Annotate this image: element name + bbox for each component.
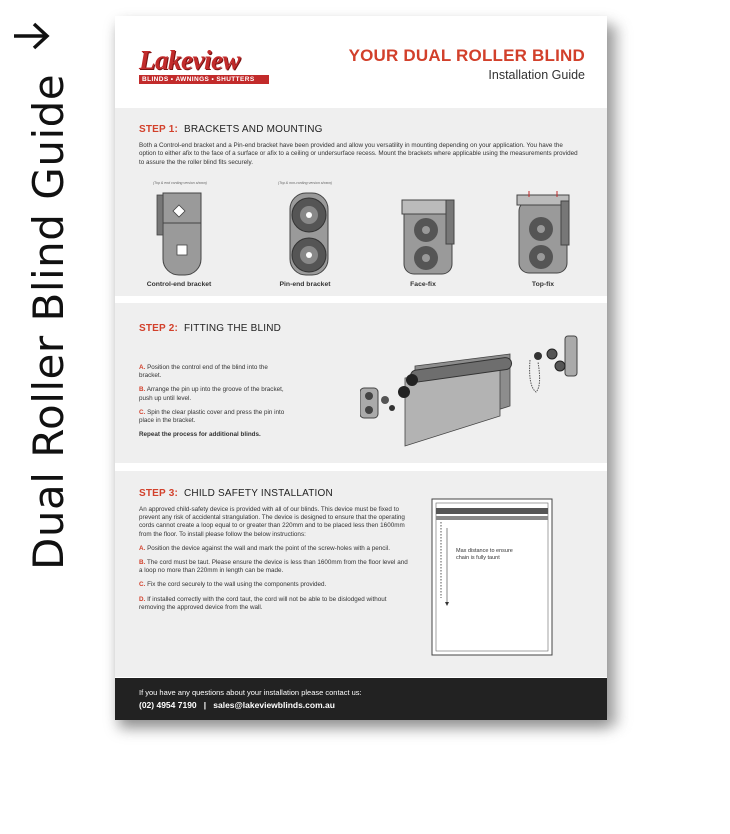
instruction-text: Position the control end of the blind into the bracket.	[139, 364, 268, 380]
control-end-bracket-illustration	[155, 189, 210, 279]
step3-intro: An approved child-safety device is provided with all of our blinds. This device must be fixed to prevent any risk of accidental strangulation. The device is designed to ensure that the operating cords cannot create a loop equal to or greater than 220mm and to be placed less then 1600mm from the floor. To install please follow the below instructions:	[139, 506, 405, 538]
instruction-text: Fix the cord securely to the wall using the components provided.	[147, 581, 327, 589]
step-letter: B.	[139, 386, 146, 394]
logo-tagline: BLINDS • AWNINGS • SHUTTERS	[139, 75, 269, 84]
step2-heading	[139, 323, 281, 334]
step1-label: STEP 1:	[139, 124, 179, 135]
step-letter: C.	[139, 408, 146, 416]
contact-footer	[115, 678, 607, 720]
step3-label: STEP 3:	[139, 488, 179, 499]
instruction-text: If installed correctly with the cord taut, the cord will not be able to be dislodged without removing the approved device from the wall.	[139, 595, 387, 611]
step2-label: STEP 2:	[139, 323, 179, 334]
email-link[interactable]: sales@lakeviewblinds.com.au	[213, 700, 335, 710]
figure-caption: Control-end bracket	[146, 281, 212, 288]
step3-instructions	[139, 506, 409, 618]
step1-title: BRACKETS AND MOUNTING	[183, 124, 323, 135]
contact-intro: If you have any questions about your installation please contact us:	[139, 688, 362, 697]
step-letter: C.	[139, 581, 146, 589]
repeat-note: Repeat the process for additional blinds.	[139, 431, 261, 439]
step-letter: D.	[139, 595, 146, 603]
diagram-note: Max distance to ensure chain is fully taunt	[456, 548, 513, 561]
instruction-text: Spin the clear plastic cover and press the pin into place in the bracket.	[139, 408, 285, 425]
step3-heading	[139, 488, 333, 499]
step1-heading	[139, 124, 323, 135]
pin-end-bracket-illustration	[282, 189, 337, 279]
instruction-text: Arrange the pin up into the groove of the bracket, push up until level.	[139, 386, 284, 402]
fitting-blind-illustration	[360, 326, 595, 451]
figure-caption: Face-fix	[410, 281, 436, 288]
step-letter: B.	[139, 559, 146, 567]
logo-wordmark: Lakeview	[139, 45, 240, 75]
step2-instructions	[139, 364, 289, 445]
step3-title: CHILD SAFETY INSTALLATION	[183, 488, 333, 499]
side-title: Dual Roller Blind Guide	[24, 73, 73, 570]
figure-caption: Pin-end bracket	[279, 281, 331, 288]
arrow-right-icon[interactable]	[12, 18, 52, 54]
instruction-text: The cord must be taut. Please ensure the device is less than 1600mm from the floor level and a loop no more than 220mm in length can be made.	[139, 559, 408, 575]
instruction-text: Position the device against the wall and mark the point of the screw-holes with a pencil.	[147, 544, 390, 552]
window-safety-diagram	[431, 498, 553, 656]
document-header	[349, 46, 585, 82]
separator: |	[203, 700, 207, 710]
contact-details	[139, 700, 335, 710]
phone-link[interactable]: (02) 4954 7190	[139, 700, 197, 710]
brand-logo	[139, 46, 269, 84]
step-letter: A.	[139, 364, 146, 371]
step-letter: A.	[139, 544, 146, 552]
document-subtitle: Installation Guide	[488, 68, 585, 82]
figure-note: (Top & end cording version shown)	[153, 181, 207, 185]
figure-caption: Top-fix	[531, 281, 555, 288]
step2-title: FITTING THE BLIND	[183, 323, 282, 334]
figure-note: (Top & non-cording version shown)	[277, 181, 333, 185]
face-fix-illustration	[398, 194, 458, 284]
document-title: YOUR DUAL ROLLER BLIND	[348, 46, 585, 65]
step1-body: Both a Control-end bracket and a Pin-end bracket have been provided and allow you versatility in mounting depending on your application. You have the option to either afix to the face of a surface or afix to a ceiling or undersurface recess. Mount the brackets where applicable using the measurements provided to assure the the roller blind fits securely.	[139, 142, 578, 166]
top-fix-illustration	[513, 191, 573, 283]
guide-document	[115, 16, 607, 720]
